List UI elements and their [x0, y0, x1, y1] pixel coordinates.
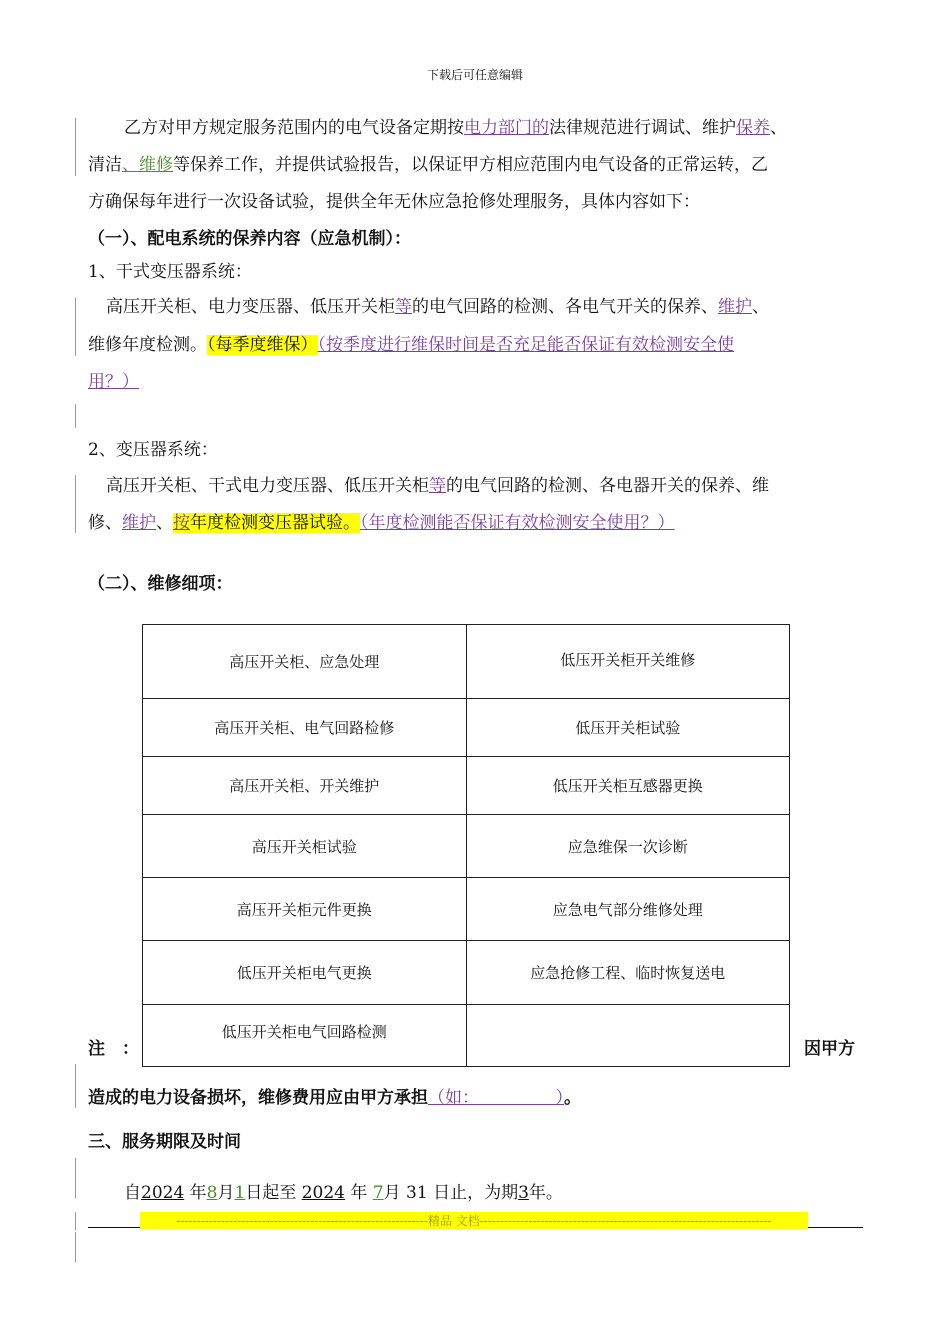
text-run: 等保养工作，并提供试验报告，以保证甲方相应范围内电气设备的正常运转，乙: [173, 155, 768, 175]
table-row: [143, 815, 790, 878]
link-etc-2[interactable]: 等: [429, 476, 446, 496]
note-right: 因甲方: [804, 1039, 855, 1059]
end-month[interactable]: 7: [372, 1183, 384, 1203]
start-day[interactable]: 1: [234, 1183, 246, 1203]
table-cell: 低压开关柜电气回路检测: [143, 1005, 467, 1067]
table-cell: 低压开关柜电气更换: [143, 941, 467, 1005]
table-cell: [466, 1005, 790, 1067]
text-run: 清洁: [88, 155, 122, 175]
text-run: 乙方对甲方规定服务范围内的电气设备定期按: [124, 118, 464, 138]
text-run: 的电气回路的检测、各电器开关的保养、维: [446, 476, 769, 496]
footer-banner: --------------------------------------------------------------精品 文档------------------------------------------------------------------------: [140, 1212, 808, 1229]
link-maintain[interactable]: 维护: [718, 297, 752, 317]
link-etc[interactable]: 等: [395, 297, 412, 317]
highlight-annual-test: 年度检测变压器试验。: [190, 513, 360, 533]
intro-line-3: 方确保每年进行一次设备试验，提供全年无休应急抢修处理服务，具体内容如下：: [88, 192, 700, 212]
change-bar: [75, 1232, 76, 1262]
table-cell: 高压开关柜试验: [143, 815, 467, 878]
section2-title: （二）、维修细项：: [88, 574, 233, 594]
term-years: 3: [518, 1183, 529, 1203]
text-run: 、: [770, 118, 787, 138]
text-run: 、: [156, 513, 173, 533]
item1-title: 1、干式变压器系统：: [88, 262, 252, 282]
table-row: [143, 757, 790, 815]
page-header: 下载后可任意编辑: [426, 68, 523, 82]
highlight-quarterly: （每季度维保）: [207, 335, 318, 355]
link-by[interactable]: 按: [173, 513, 190, 533]
text-run: 月: [217, 1183, 235, 1203]
change-bar: [75, 1064, 76, 1108]
change-bar: [75, 1158, 76, 1198]
text-run: 维修年度检测。: [88, 335, 207, 355]
text-run: 、: [752, 297, 769, 317]
section1-title: （一）、配电系统的保养内容（应急机制）：: [88, 229, 411, 249]
text-run: 。: [564, 1088, 581, 1108]
text-run: 修、: [88, 513, 122, 533]
change-bar: [75, 118, 76, 176]
table-row: [143, 625, 790, 699]
text-run: 年。: [528, 1183, 563, 1203]
link-maintenance[interactable]: 保养: [736, 118, 770, 138]
text-run: 法律规范进行调试、维护: [549, 118, 736, 138]
text-run: 日起至: [245, 1183, 302, 1203]
item1-line-3[interactable]: 用？）: [88, 372, 139, 392]
end-year: 2024: [301, 1183, 345, 1203]
text-run: 年: [345, 1183, 373, 1203]
item1-line-1: [106, 299, 769, 316]
table-cell: 应急维保一次诊断: [466, 815, 790, 878]
start-month[interactable]: 8: [206, 1183, 218, 1203]
service-period-line: [124, 1185, 563, 1202]
change-bar: [75, 298, 76, 356]
text-run: 造成的电力设备损坏，维修费用应由甲方承担: [88, 1088, 428, 1108]
comment-example[interactable]: （如： ）: [428, 1088, 564, 1108]
text-run: 高压开关柜、电力变压器、低压开关柜: [106, 297, 395, 317]
table-cell: 低压开关柜开关维修: [466, 625, 790, 699]
table-cell: 应急抢修工程、临时恢复送电: [466, 941, 790, 1005]
item2-line-1: [106, 478, 769, 495]
table-row: [143, 878, 790, 941]
section3-title: 三、服务期限及时间: [88, 1132, 241, 1152]
table-cell: 高压开关柜、电气回路检修: [143, 699, 467, 757]
change-bar: [75, 404, 76, 428]
comment-annual[interactable]: （年度检测能否保证有效检测安全使用？）: [360, 513, 675, 533]
link-repair[interactable]: 、维修: [122, 155, 173, 175]
link-maintain-2[interactable]: 维护: [122, 513, 156, 533]
change-bar: [75, 475, 76, 533]
intro-line-1: [124, 120, 787, 137]
table-cell: 高压开关柜元件更换: [143, 878, 467, 941]
repair-items-table: [142, 624, 790, 1067]
intro-line-2: [88, 157, 768, 174]
text-run: 月 31 日止，为期: [383, 1183, 519, 1203]
change-bar: [75, 1212, 76, 1230]
item2-line-2: [88, 515, 675, 532]
text-run: 高压开关柜、干式电力变压器、低压开关柜: [106, 476, 429, 496]
table-cell: 低压开关柜互感器更换: [466, 757, 790, 815]
table-row: [143, 1005, 790, 1067]
text-run: 年: [184, 1183, 207, 1203]
note-label: 注 ：: [88, 1039, 139, 1059]
text-run: 自: [124, 1183, 141, 1203]
table-cell: 高压开关柜、应急处理: [143, 625, 467, 699]
comment-quarterly[interactable]: （按季度进行维保时间是否充足能否保证有效检测安全使: [317, 335, 734, 355]
item2-title: 2、变压器系统：: [88, 440, 218, 460]
text-run: 的电气回路的检测、各电气开关的保养、: [412, 297, 718, 317]
table-cell: 应急电气部分维修处理: [466, 878, 790, 941]
table-row: [143, 699, 790, 757]
table-cell: 低压开关柜试验: [466, 699, 790, 757]
start-year: 2024: [141, 1183, 185, 1203]
table-row: [143, 941, 790, 1005]
item1-line-2: [88, 337, 734, 354]
link-power-dept[interactable]: 电力部门的: [464, 118, 549, 138]
note-line-2: [88, 1090, 581, 1107]
table-cell: 高压开关柜、开关维护: [143, 757, 467, 815]
